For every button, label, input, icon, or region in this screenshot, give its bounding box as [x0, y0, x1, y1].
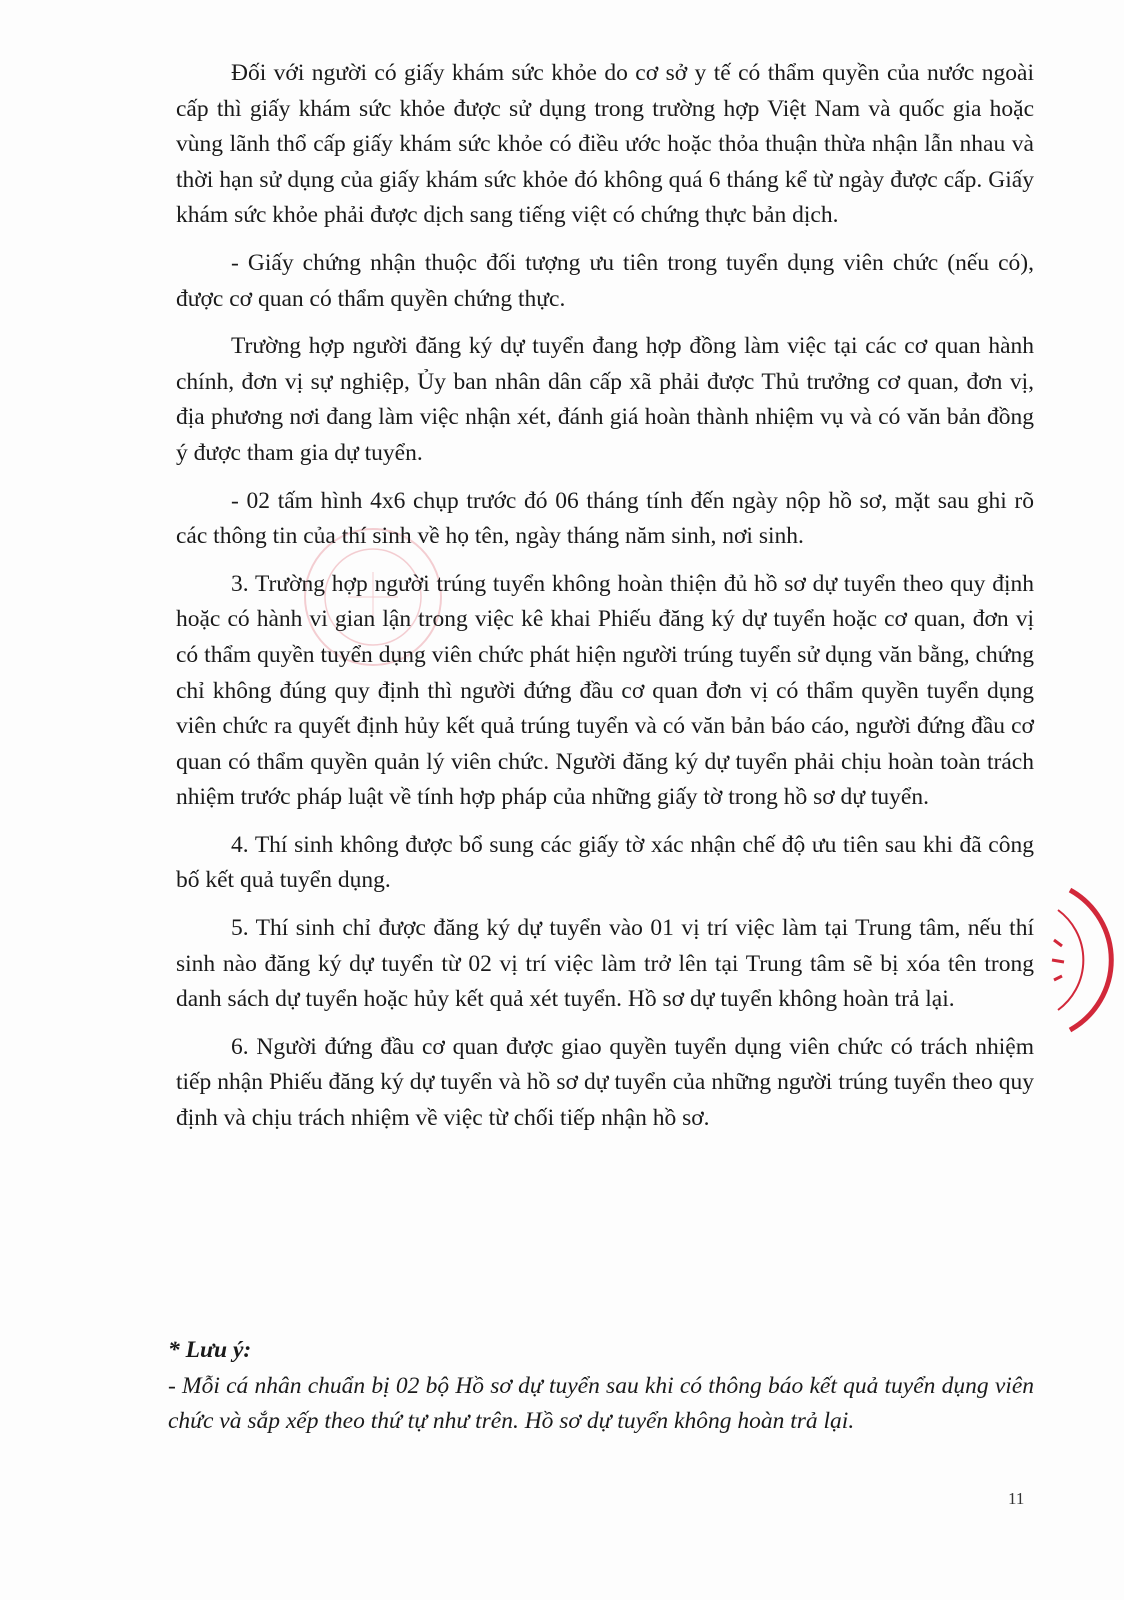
document-body — [176, 56, 1034, 1149]
note-title: * Lưu ý: — [168, 1337, 252, 1363]
paragraph-item-3: 3. Trường hợp người trúng tuyển không hoàn thiện đủ hồ sơ dự tuyển theo quy định hoặc có hành vi gian lận trong việc kê khai Phiếu đăng ký dự tuyển hoặc cơ quan, đơn vị có thẩm quyền tuyển dụng viên chức phát hiện người trúng tuyển sử dụng văn bằng, chứng chỉ không đúng quy định thì người đứng đầu cơ quan đơn vị có thẩm quyền tuyển dụng viên chức ra quyết định hủy kết quả trúng tuyển và có văn bản báo cáo, người đứng đầu cơ quan có thẩm quyền quản lý viên chức. Người đăng ký dự tuyển phải chịu hoàn toàn trách nhiệm trước pháp luật về tính hợp pháp của những giấy tờ trong hồ sơ dự tuyển. — [176, 570, 1034, 811]
paragraph-photos: - 02 tấm hình 4x6 chụp trước đó 06 tháng tính đến ngày nộp hồ sơ, mặt sau ghi rõ các thông tin của thí sinh về họ tên, ngày tháng năm sinh, nơi sinh. — [176, 487, 1034, 550]
paragraph-contract-worker: Trường hợp người đăng ký dự tuyển đang hợp đồng làm việc tại các cơ quan hành chính, đơn vị sự nghiệp, Ủy ban nhân dân cấp xã phải được Thủ trưởng cơ quan, đơn vị, địa phương nơi đang làm việc nhận xét, đánh giá hoàn thành nhiệm vụ và có văn bản đồng ý được tham gia dự tuyển. — [176, 333, 1034, 466]
paragraph-item-4: 4. Thí sinh không được bổ sung các giấy tờ xác nhận chế độ ưu tiên sau khi đã công bố kết quả tuyển dụng. — [176, 831, 1034, 894]
note-section — [168, 1333, 1034, 1440]
paragraph-item-5: 5. Thí sinh chỉ được đăng ký dự tuyển vào 01 vị trí việc làm tại Trung tâm, nếu thí sinh nào đăng ký dự tuyển từ 02 vị trí việc làm trở lên tại Trung tâm sẽ bị xóa tên trong danh sách dự tuyển hoặc hủy kết quả xét tuyển. Hồ sơ dự tuyển không hoàn trả lại. — [176, 915, 1034, 1013]
paragraph-item-6: 6. Người đứng đầu cơ quan được giao quyền tuyển dụng viên chức có trách nhiệm tiếp nhận Phiếu đăng ký dự tuyển và hồ sơ dự tuyển của những người trúng tuyển theo quy định và chịu trách nhiệm về việc từ chối tiếp nhận hồ sơ. — [176, 1033, 1034, 1132]
paragraph-priority-certificate: - Giấy chứng nhận thuộc đối tượng ưu tiên trong tuyển dụng viên chức (nếu có), được cơ quan có thẩm quyền chứng thực. — [176, 249, 1034, 312]
red-seal-edge — [1040, 880, 1124, 1040]
note-text: - Mỗi cá nhân chuẩn bị 02 bộ Hồ sơ dự tuyển sau khi có thông báo kết quả tuyển dụng viên chức và sắp xếp theo thứ tự như trên. Hồ sơ dự tuyển không hoàn trả lại. — [168, 1372, 1034, 1435]
paragraph-foreign-health-certificate: Đối với người có giấy khám sức khỏe do cơ sở y tế có thẩm quyền của nước ngoài cấp thì giấy khám sức khỏe được sử dụng trong trường hợp Việt Nam và quốc gia hoặc vùng lãnh thổ cấp giấy khám sức khỏe có điều ước hoặc thỏa thuận thừa nhận lẫn nhau và thời hạn sử dụng của giấy khám sức khỏe đó không quá 6 tháng kể từ ngày được cấp. Giấy khám sức khỏe phải được dịch sang tiếng việt có chứng thực bản dịch. — [176, 60, 1034, 229]
page-number: 11 — [1008, 1489, 1025, 1508]
